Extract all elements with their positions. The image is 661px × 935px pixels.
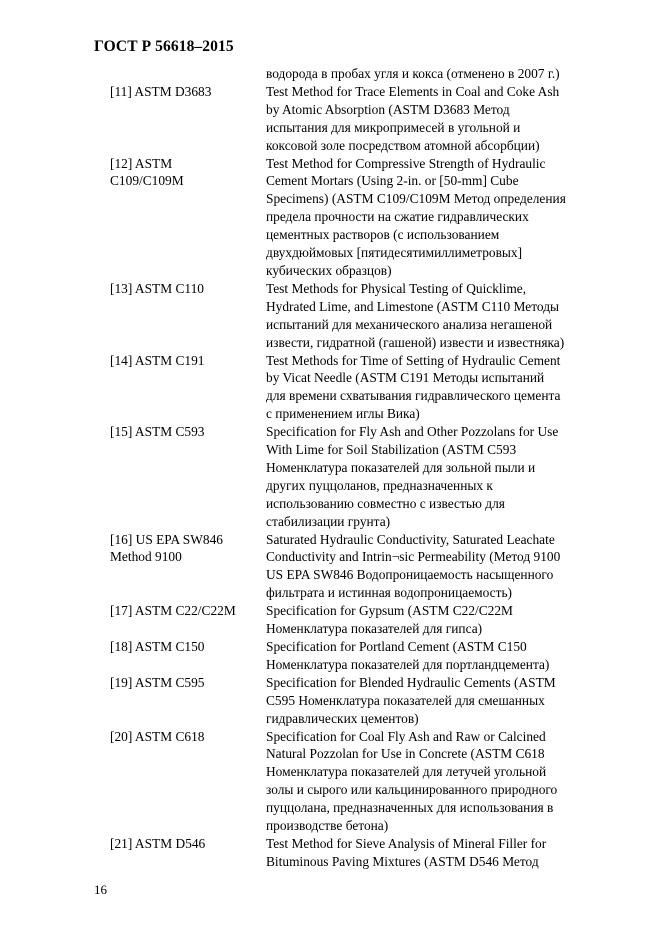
reference-entry	[0, 280, 661, 352]
reference-description: водорода в пробах угля и кокса (отменено в 2007 г.)	[266, 66, 560, 81]
reference-label: [15] ASTM C593	[110, 424, 205, 440]
reference-label: [17] ASTM C22/C22M	[110, 603, 236, 619]
reference-description: Specification for Blended Hydraulic Cements (ASTM C595 Номенклатура показателей для смешанных гидравлических цементов)	[266, 674, 556, 726]
reference-description: Test Method for Compressive Strength of Hydraulic Cement Mortars (Using 2-in. or [50-mm] Cube Specimens) (ASTM C109/C109M Метод определения предела прочности на сжатие гидравлических цементных растворов (с использованием двухдюймовых [пятидесятимиллиметровых] кубических образцов)	[266, 155, 566, 278]
reference-entry	[0, 352, 661, 424]
page-number: 16	[94, 882, 107, 897]
reference-description: Test Method for Trace Elements in Coal and Coke Ash by Atomic Absorption (ASTM D3683 Метод испытания для микропримесей в угольной и коксовой золе посредством атомной абсорбции)	[266, 83, 560, 153]
reference-description: Test Method for Sieve Analysis of Mineral Filler for Bituminous Paving Mixtures (ASTM D546 Метод	[266, 835, 547, 869]
reference-entry	[0, 83, 661, 155]
reference-entry	[0, 423, 661, 530]
reference-label: [21] ASTM D546	[110, 835, 206, 851]
reference-label: [11] ASTM D3683	[110, 83, 212, 99]
reference-label: [18] ASTM C150	[110, 639, 205, 654]
reference-entry	[0, 674, 661, 728]
reference-label: [19] ASTM C595	[110, 674, 205, 690]
reference-description: Specification for Gypsum (ASTM C22/C22M Номенклатура показателей для гипса)	[266, 603, 513, 637]
reference-entry	[0, 65, 661, 83]
reference-label: [13] ASTM C110	[110, 280, 204, 296]
reference-description: Specification for Fly Ash and Other Pozzolans for Use With Lime for Soil Stabilization (ASTM C593 Номенклатура показателей для зольной пыли и других пуццоланов, предназначенных к использованию совместно с известью для стабилизации грунта)	[266, 424, 559, 529]
reference-entry	[0, 728, 661, 835]
reference-entry	[0, 602, 661, 638]
reference-label: [20] ASTM C618	[110, 728, 205, 744]
reference-label: [12] ASTM C109/C109M	[110, 155, 184, 189]
reference-description: Test Methods for Time of Setting of Hydraulic Cement by Vicat Needle (ASTM C191 Методы испытаний для времени схватывания гидравлического цемента с применением иглы Вика)	[266, 352, 561, 422]
reference-description: Saturated Hydraulic Conductivity, Saturated Leachate Conductivity and Intrin¬sic Permeability (Метод 9100 US EPA SW846 Водопроницаемость насыщенного фильтрата и истинная водопроницаемость)	[266, 531, 561, 601]
reference-label: [14] ASTM C191	[110, 352, 205, 368]
reference-description: Specification for Portland Cement (ASTM C150 Номенклатура показателей для портландцемента)	[266, 639, 550, 672]
reference-entry	[0, 155, 661, 280]
reference-description: Specification for Coal Fly Ash and Raw or Calcined Natural Pozzolan for Use in Concrete (ASTM C618 Номенклатура показателей для летучей угольной золы и сырого или кальцинированного природного пуццолана, предназначенных для использования в производстве бетона)	[266, 728, 558, 834]
reference-description: Test Methods for Physical Testing of Quicklime, Hydrated Lime, and Limestone (ASTM C110 Методы испытаний для механического анализа негашеной извести, гидратной (гашеной) извести и известняка)	[266, 280, 565, 350]
reference-entry	[0, 835, 661, 871]
document-code-header: ГОСТ Р 56618–2015	[94, 38, 234, 55]
reference-label: [16] US EPA SW846 Method 9100	[110, 531, 223, 565]
reference-list	[0, 65, 661, 871]
reference-entry	[0, 531, 661, 603]
reference-entry	[0, 638, 661, 674]
